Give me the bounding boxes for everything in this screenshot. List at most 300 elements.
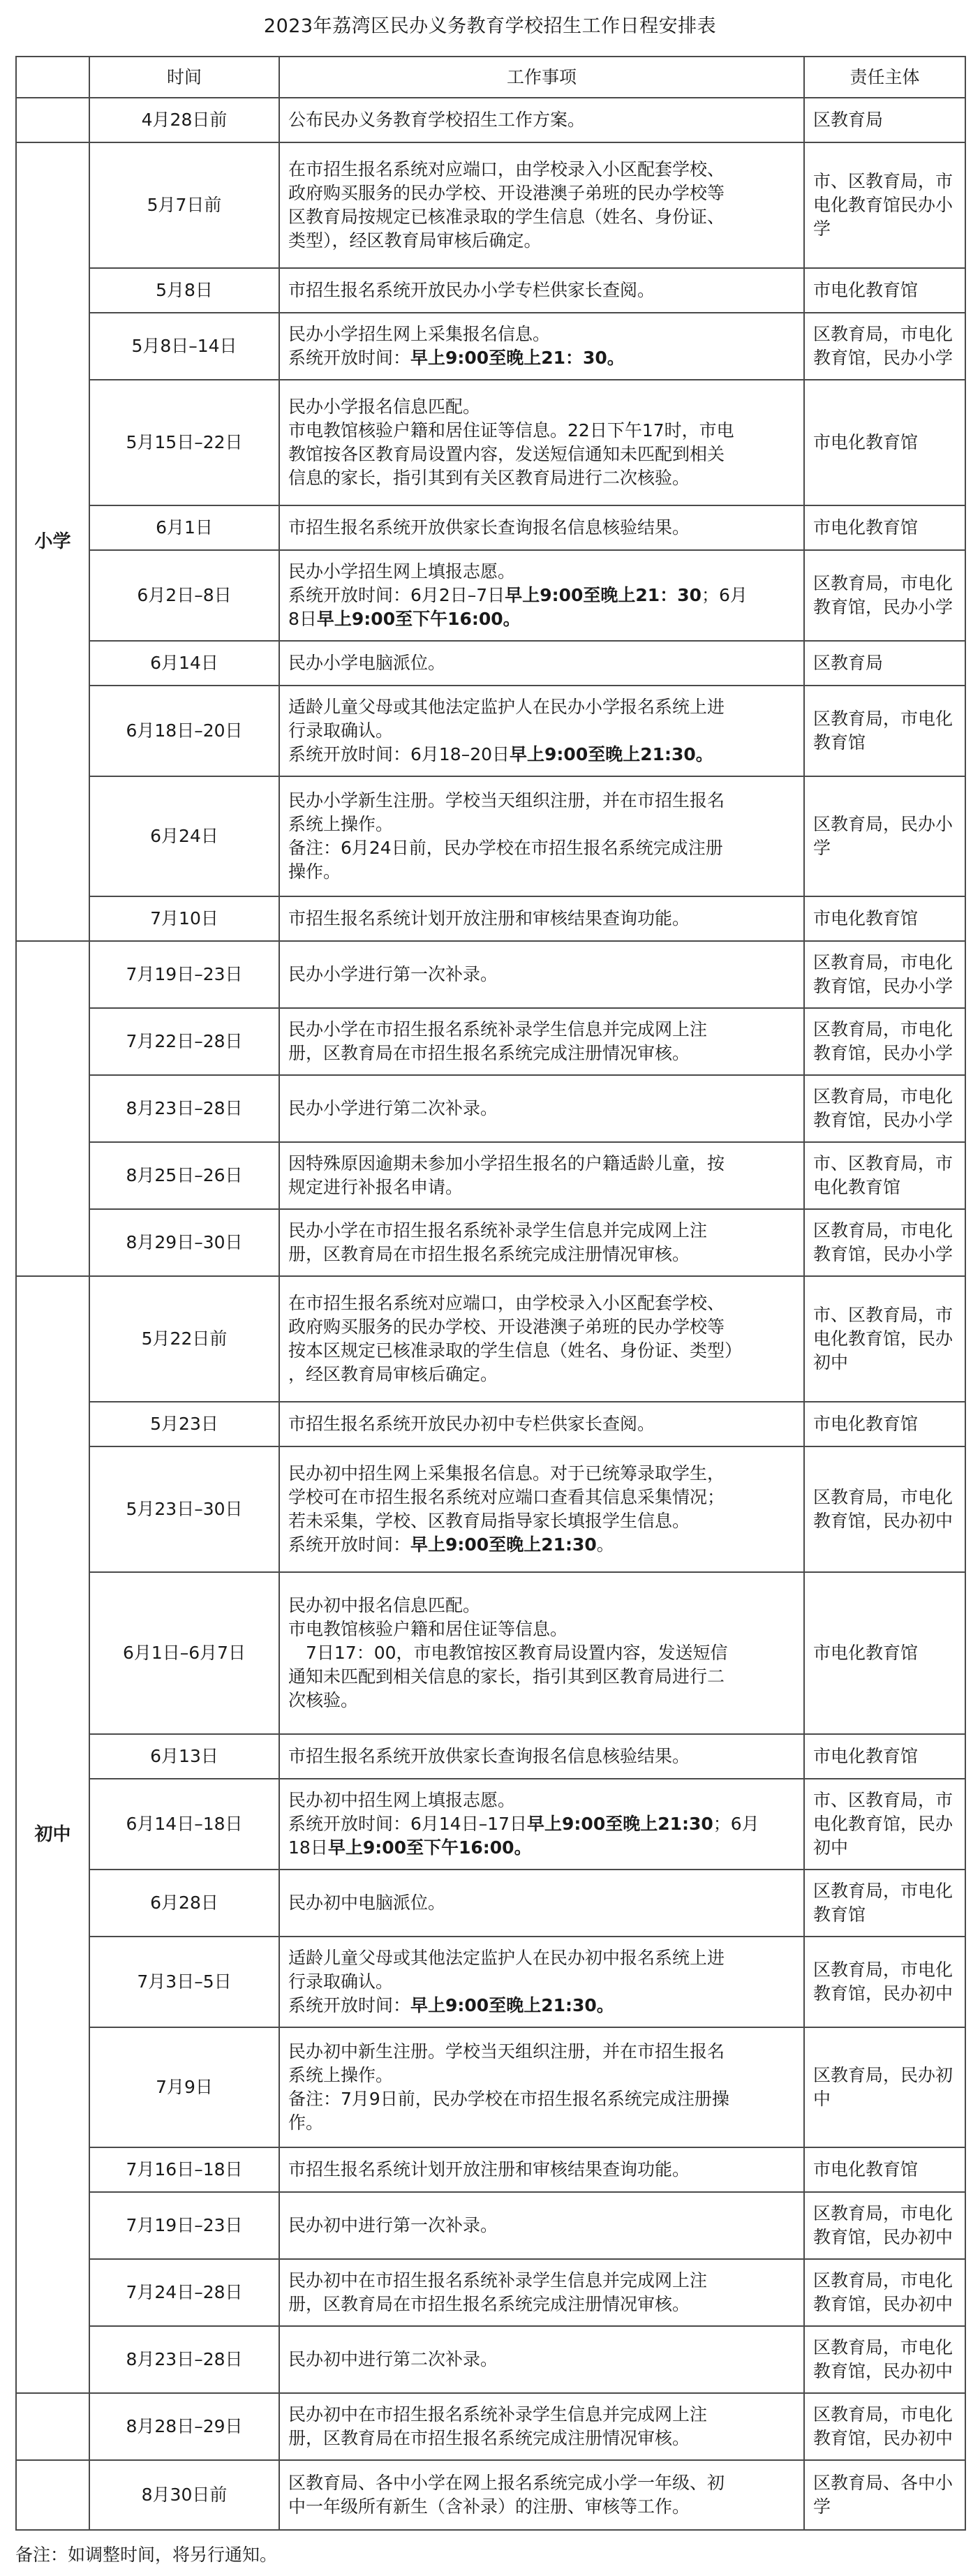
task-line [288,1994,796,2018]
header-date: 时间 [89,57,279,98]
date-cell: 7月24日–28日 [89,2259,279,2326]
responsible-cell [804,896,965,941]
task-line [288,1176,796,1199]
task-cell [279,641,804,686]
responsible-cell [804,1572,965,1734]
task-text: 民办小学进行第二次补录。 [288,1098,498,1118]
task-text: 类型），经区教育局审核后确定。 [288,230,542,251]
responsible-cell [804,313,965,380]
task-text: 市招生报名系统计划开放注册和审核结果查询功能。 [288,908,690,928]
task-cell [279,2259,804,2326]
task-cell [279,142,804,268]
footnote: 备注：如调整时间，将另行通知。 [15,2545,278,2565]
date-cell: 5月23日 [89,1402,279,1446]
task-line [288,1509,796,1533]
responsible-cell [804,1075,965,1142]
table-row [16,1209,965,1276]
task-line [288,1641,796,1665]
date-cell: 6月18日–20日 [89,686,279,776]
task-line [288,1970,796,1994]
task-line [288,2471,796,2495]
task-text: 系统上操作。 [288,2065,394,2085]
responsible-cell [804,1937,965,2027]
responsible-line: 区教育局，市电化 [813,2270,953,2290]
table-row [16,142,965,268]
date-cell: 8月29日–30日 [89,1209,279,1276]
table-row [16,2460,965,2530]
task-text: 适龄儿童父母或其他法定监护人在民办小学报名系统上进 [288,697,725,717]
responsible-line: 教育馆，民办小学 [813,976,953,996]
task-text: 市电教馆核验户籍和居住证等信息。22日下午17时，市电 [288,420,734,441]
date-cell: 6月14日 [89,641,279,686]
task-line [288,1243,796,1266]
task-text: 民办初中进行第二次补录。 [288,2349,498,2369]
task-line [288,695,796,719]
task-line [288,1042,796,1065]
task-text: 民办初中新生注册。学校当天组织注册，并在市招生报名 [288,2041,725,2061]
responsible-line: 教育馆，民办小学 [813,1043,953,1063]
table-header-row [16,57,965,98]
table-row [16,776,965,896]
task-text: 市电教馆核验户籍和居住证等信息。 [288,1619,568,1639]
task-text: 政府购买服务的民办学校、开设港澳子弟班的民办学校等 [288,183,725,203]
task-cell [279,1209,804,1276]
task-line [288,1836,796,1860]
group-cell [16,2393,89,2460]
responsible-line: 区教育局，市电化 [813,1881,953,1901]
responsible-line: 中 [813,2089,831,2109]
task-text: 民办初中招生网上采集报名信息。对于已统筹录取学生， [288,1463,725,1483]
task-text: 民办初中在市招生报名系统补录学生信息并完成网上注 [288,2404,708,2425]
responsible-cell [804,1209,965,1276]
task-line [288,651,796,675]
task-text: 民办初中招生网上填报志愿。 [288,1790,516,1810]
date-cell: 6月2日–8日 [89,550,279,641]
task-text: 区教育局按规定已核准录取的学生信息（姓名、身份证、 [288,207,725,227]
date-cell: 6月28日 [89,1870,279,1937]
responsible-line: 教育馆 [813,732,866,753]
date-cell: 8月28日–29日 [89,2393,279,2460]
task-line [288,743,796,767]
task-line [288,2403,796,2427]
task-text: 市招生报名系统计划开放注册和审核结果查询功能。 [288,2159,690,2179]
task-text: ，经区教育局审核后确定。 [288,1364,498,1384]
task-line [288,1339,796,1363]
task-line [288,108,796,132]
responsible-cell [804,1446,965,1572]
responsible-cell [804,1008,965,1075]
responsible-line: 教育馆，民办小学 [813,597,953,617]
task-cell [279,268,804,313]
date-cell: 5月22日前 [89,1276,279,1402]
task-line [288,2214,796,2237]
task-text: 系统开放时间：6月2日–7日 [288,585,505,605]
task-text: 行录取确认。 [288,720,394,741]
task-cell [279,1446,804,1572]
task-line [288,2269,796,2293]
task-line [288,1891,796,1915]
task-text: 市招生报名系统开放民办初中专栏供家长查阅。 [288,1414,655,1434]
document-title: 2023年荔湾区民办义务教育学校招生工作日程安排表 [263,15,717,37]
responsible-line: 区教育局，市电化 [813,573,953,593]
task-text: 在市招生报名系统对应端口，由学校录入小区配套学校、 [288,159,725,179]
responsible-cell [804,1276,965,1402]
task-text: 民办小学报名信息匹配。 [288,397,481,417]
table-row [16,2393,965,2460]
task-line [288,2427,796,2450]
task-line [288,963,796,986]
task-text: 民办小学进行第一次补录。 [288,964,498,984]
responsible-cell [804,142,965,268]
responsible-cell [804,2147,965,2192]
task-cell [279,1572,804,1734]
responsible-line: 教育馆，民办初中 [813,2361,953,2381]
table-row [16,313,965,380]
task-line [288,1462,796,1486]
responsible-line: 教育馆，民办小学 [813,1110,953,1130]
responsible-line: 教育馆 [813,1904,866,1925]
responsible-line: 市电化教育馆 [813,908,919,928]
task-cell [279,2192,804,2259]
task-line [288,2293,796,2316]
date-cell: 6月14日–18日 [89,1779,279,1870]
task-line [288,279,796,302]
task-text: 市招生报名系统开放供家长查询报名信息核验结果。 [288,1746,690,1766]
responsible-line: 电化教育馆，民办 [813,1328,953,1349]
responsible-line: 教育馆，民办小学 [813,1244,953,1264]
date-cell: 8月23日–28日 [89,1075,279,1142]
schedule-body [16,98,965,2530]
responsible-line: 区教育局、各中小 [813,2473,953,2493]
task-text: ；6月 [701,585,748,605]
responsible-line: 市电化教育馆 [813,1746,919,1766]
task-line [288,2348,796,2371]
task-text: 8日 [288,609,317,629]
responsible-cell [804,2192,965,2259]
table-row [16,1075,965,1142]
task-cell [279,1142,804,1209]
table-row [16,1937,965,2027]
task-line [288,2040,796,2064]
task-text: 市招生报名系统开放供家长查询报名信息核验结果。 [288,517,690,538]
task-text: 中一年级所有新生（含补录）的注册、审核等工作。 [288,2496,690,2517]
task-text: 民办小学在市招生报名系统补录学生信息并完成网上注 [288,1019,708,1039]
task-line [288,1412,796,1436]
responsible-line: 教育馆，民办初中 [813,1983,953,2004]
task-text: 册，区教育局在市招生报名系统完成注册情况审核。 [288,1244,690,1264]
date-cell: 7月19日–23日 [89,941,279,1008]
task-text-bold: 早上9:00至下午16:00。 [327,1837,532,1858]
task-text-bold: 早上9:00至晚上21:30。 [510,744,713,764]
responsible-cell [804,550,965,641]
task-line [288,346,796,370]
task-line [288,443,796,466]
task-text: 系统开放时间： [288,1534,411,1555]
task-cell [279,380,804,505]
responsible-line: 市电化教育馆 [813,1414,919,1434]
table-row [16,2192,965,2259]
responsible-cell [804,1734,965,1779]
task-text: 系统上操作。 [288,814,394,834]
task-text: 通知未匹配到相关信息的家长，指引其到区教育局进行二 [288,1666,725,1687]
task-text: 18日 [288,1837,328,1858]
task-text: 学校可在市招生报名系统对应端口查看其信息采集情况； [288,1487,725,1507]
task-line [288,158,796,182]
responsible-line: 初中 [813,1837,849,1858]
task-line [288,1152,796,1176]
date-cell: 6月1日 [89,505,279,550]
responsible-line: 区教育局，市电化 [813,1220,953,1241]
responsible-cell [804,380,965,505]
task-cell [279,1734,804,1779]
task-cell [279,1937,804,2027]
responsible-line: 区教育局，市电化 [813,709,953,729]
task-cell [279,1402,804,1446]
table-row [16,550,965,641]
task-text: 备注：7月9日前，民办学校在市招生报名系统完成注册操 [288,2089,729,2109]
date-cell: 7月16日–18日 [89,2147,279,2192]
responsible-line: 区教育局，市电化 [813,1019,953,1039]
responsible-line: 教育馆，民办初中 [813,2227,953,2247]
task-line [288,1097,796,1120]
task-line [288,1689,796,1712]
task-cell [279,2326,804,2393]
task-cell [279,2027,804,2147]
task-text-bold: 早上9:00至晚上21:30。 [410,1995,614,2015]
task-text: 若未采集，学校、区教育局指导家长填报学生信息。 [288,1511,690,1531]
responsible-cell [804,98,965,142]
task-cell [279,1075,804,1142]
task-line [288,2111,796,2135]
task-cell [279,313,804,380]
task-text: 政府购买服务的民办学校、开设港澳子弟班的民办学校等 [288,1317,725,1337]
table-row [16,2027,965,2147]
date-cell: 6月24日 [89,776,279,896]
table-row [16,1572,965,1734]
task-cell [279,1276,804,1402]
task-line [288,1219,796,1243]
date-cell: 5月8日 [89,268,279,313]
date-cell: 5月15日–22日 [89,380,279,505]
responsible-line: 市电化教育馆 [813,1643,919,1663]
task-text: 系统开放时间：6月18–20日 [288,744,510,764]
task-text: 民办小学电脑派位。 [288,653,446,673]
date-cell: 7月10日 [89,896,279,941]
task-text: 册，区教育局在市招生报名系统完成注册情况审核。 [288,1043,690,1063]
task-text: 适龄儿童父母或其他法定监护人在民办初中报名系统上进 [288,1948,725,1968]
table-row [16,1446,965,1572]
task-text: 市招生报名系统开放民办小学专栏供家长查阅。 [288,280,655,300]
task-line [288,2087,796,2111]
task-text: 次核验。 [288,1690,359,1710]
responsible-cell [804,505,965,550]
task-line [288,419,796,443]
table-row [16,505,965,550]
responsible-line: 电化教育馆，民办 [813,1814,953,1834]
task-cell [279,2393,804,2460]
responsible-line: 市、区教育局，市 [813,1790,953,1810]
task-text: 区教育局、各中小学在网上报名系统完成小学一年级、初 [288,2473,725,2493]
group-cell [16,98,89,142]
date-cell: 8月25日–26日 [89,1142,279,1209]
task-text: 民办小学招生网上采集报名信息。 [288,324,551,344]
group-cell: 小学 [16,142,89,941]
table-row [16,2259,965,2326]
task-text: 规定进行补报名申请。 [288,1177,463,1197]
table-row [16,941,965,1008]
responsible-line: 市电化教育馆 [813,280,919,300]
responsible-line: 教育馆，民办初中 [813,2428,953,2448]
task-text: 教馆按各区教育局设置内容，发送短信通知未匹配到相关 [288,444,725,464]
date-cell: 7月22日–28日 [89,1008,279,1075]
task-text: 系统开放时间：6月14日–17日 [288,1814,528,1834]
table-row [16,1779,965,1870]
responsible-line: 区教育局 [813,110,884,130]
responsible-cell [804,1870,965,1937]
date-cell: 7月3日–5日 [89,1937,279,2027]
responsible-line: 区教育局，民办小 [813,814,953,834]
task-text: 民办初中在市招生报名系统补录学生信息并完成网上注 [288,2270,708,2290]
task-line [288,182,796,205]
task-text: 操作。 [288,861,341,882]
responsible-line: 学 [813,838,831,858]
responsible-line: 市、区教育局，市 [813,1305,953,1325]
task-line [288,719,796,743]
task-line [288,1486,796,1509]
responsible-line: 区教育局，市电化 [813,1086,953,1106]
responsible-cell [804,2326,965,2393]
task-line [288,516,796,540]
table-row [16,1870,965,1937]
task-line [288,1594,796,1618]
task-cell [279,2147,804,2192]
responsible-line: 市电化教育馆 [813,432,919,452]
responsible-line: 市电化教育馆 [813,2159,919,2179]
task-line [288,1618,796,1641]
task-line [288,836,796,860]
responsible-line: 区教育局，市电化 [813,2404,953,2425]
task-line [288,1789,796,1812]
group-cell [16,941,89,1276]
task-line [288,1946,796,1970]
date-cell: 5月8日–14日 [89,313,279,380]
responsible-line: 市、区教育局，市 [813,171,953,191]
responsible-line: 区教育局，市电化 [813,1487,953,1507]
responsible-cell [804,1402,965,1446]
task-cell [279,896,804,941]
table-row [16,1008,965,1075]
responsible-cell [804,686,965,776]
task-cell [279,776,804,896]
task-line [288,229,796,253]
responsible-line: 区教育局 [813,653,884,673]
task-line [288,1291,796,1315]
task-cell [279,2460,804,2530]
task-text: 民办初中电脑派位。 [288,1893,446,1913]
task-line [288,2158,796,2182]
task-line [288,1665,796,1689]
task-text: 公布民办义务教育学校招生工作方案。 [288,110,586,130]
task-text-bold: 早上9:00至晚上21:30 [410,1534,597,1555]
task-text: 民办初中报名信息匹配。 [288,1595,481,1615]
responsible-cell [804,2027,965,2147]
responsible-cell [804,268,965,313]
task-text: 民办小学在市招生报名系统补录学生信息并完成网上注 [288,1220,708,1241]
date-cell: 7月19日–23日 [89,2192,279,2259]
task-line [288,395,796,419]
task-text: 7日17：00，市电教馆按区教育局设置内容，发送短信 [288,1643,728,1663]
responsible-line: 初中 [813,1352,849,1372]
task-text: 在市招生报名系统对应端口，由学校录入小区配套学校、 [288,1293,725,1313]
task-text-bold: 早上9:00至晚上21:30 [527,1814,713,1834]
task-line [288,2064,796,2087]
task-cell [279,1779,804,1870]
task-text: 民办初中进行第一次补录。 [288,2215,498,2235]
date-cell: 6月1日–6月7日 [89,1572,279,1734]
task-line [288,907,796,931]
date-cell: 5月7日前 [89,142,279,268]
group-cell: 初中 [16,1276,89,2393]
table-row [16,896,965,941]
table-row [16,268,965,313]
task-line [288,466,796,490]
task-line [288,860,796,884]
table-row [16,1142,965,1209]
responsible-line: 区教育局，市电化 [813,952,953,972]
date-cell: 4月28日前 [89,98,279,142]
task-text: 系统开放时间： [288,1995,411,2015]
task-text: 民办小学新生注册。学校当天组织注册，并在市招生报名 [288,790,725,810]
task-text: 行录取确认。 [288,1971,394,1992]
task-line [288,1533,796,1557]
responsible-line: 学 [813,219,831,239]
table-row [16,2326,965,2393]
table-row [16,686,965,776]
table-row [16,98,965,142]
task-text: 册，区教育局在市招生报名系统完成注册情况审核。 [288,2428,690,2448]
header-responsible: 责任主体 [804,57,965,98]
task-cell [279,941,804,1008]
responsible-cell [804,776,965,896]
header-task: 工作事项 [279,57,804,98]
task-text: 备注：6月24日前，民办学校在市招生报名系统完成注册 [288,838,723,858]
responsible-cell [804,641,965,686]
task-cell [279,550,804,641]
table-row [16,641,965,686]
date-cell: 6月13日 [89,1734,279,1779]
responsible-line: 区教育局，市电化 [813,2203,953,2223]
task-text: 系统开放时间： [288,348,411,368]
task-text: 按本区规定已核准录取的学生信息（姓名、身份证、类型） [288,1340,743,1361]
task-text-bold: 早上9:00至晚上21：30 [505,585,701,605]
table-row [16,1276,965,1402]
task-line [288,607,796,631]
task-cell [279,1008,804,1075]
task-line [288,560,796,584]
date-cell: 8月23日–28日 [89,2326,279,2393]
responsible-line: 学 [813,2496,831,2517]
responsible-line: 电化教育馆民办小 [813,195,953,215]
responsible-cell [804,2259,965,2326]
table-row [16,380,965,505]
group-cell [16,2460,89,2530]
date-cell: 8月30日前 [89,2460,279,2530]
task-text: ；6月 [713,1814,759,1834]
table-row [16,2147,965,2192]
task-text: 。 [596,1534,614,1555]
responsible-line: 区教育局，民办初 [813,2065,953,2085]
task-line [288,2495,796,2519]
